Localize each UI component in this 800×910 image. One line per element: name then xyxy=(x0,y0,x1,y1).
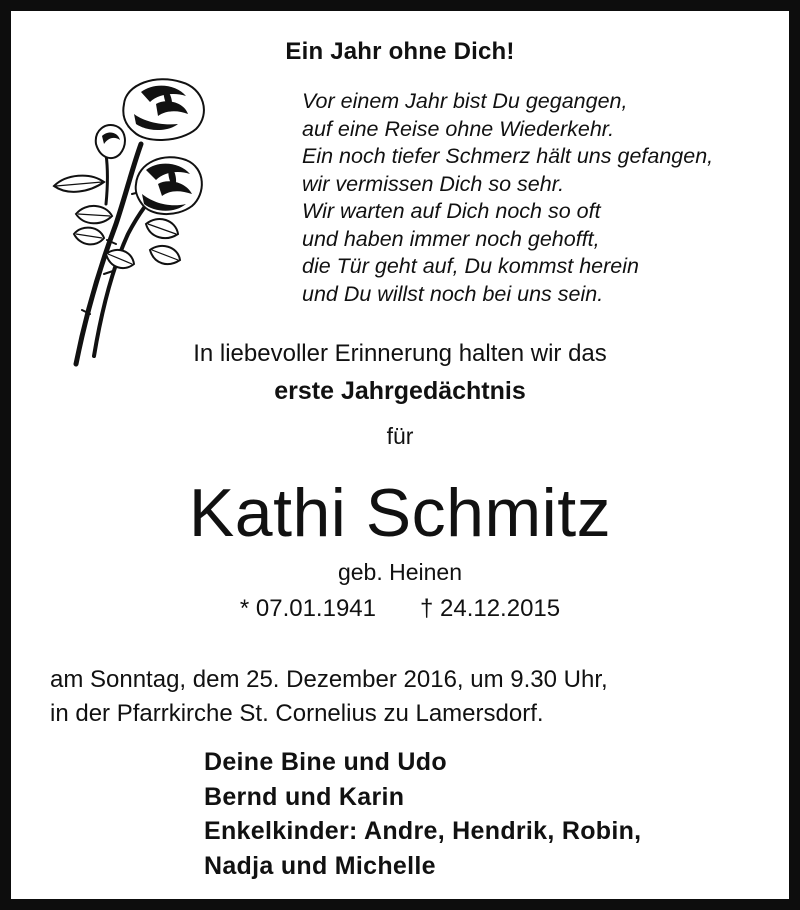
mourners-list xyxy=(204,745,764,883)
maiden-name: geb. Heinen xyxy=(337,559,463,585)
deceased-name: Kathi Schmitz xyxy=(188,475,612,551)
poem-line: und haben immer noch gehofft, xyxy=(302,226,600,251)
service-line: in der Pfarrkirche St. Cornelius zu Lamersdorf. xyxy=(50,700,544,727)
poem xyxy=(302,88,772,308)
for-word: für xyxy=(386,423,414,449)
poem-line: Ein noch tiefer Schmerz hält uns gefangen, xyxy=(302,144,714,168)
service-line: am Sonntag, dem 25. Dezember 2016, um 9.30 Uhr, xyxy=(50,666,608,693)
notice-heading: Ein Jahr ohne Dich! xyxy=(285,38,515,65)
poem-line: auf eine Reise ohne Wiederkehr. xyxy=(302,116,615,141)
poem-line: die Tür geht auf, Du kommst herein xyxy=(302,254,639,278)
birth-date: * 07.01.1941 xyxy=(239,595,376,622)
rose-illustration-icon xyxy=(46,74,216,374)
poem-line: wir vermissen Dich so sehr. xyxy=(302,171,565,196)
mourner-line: Deine Bine und Udo xyxy=(204,748,447,776)
mourner-line: Enkelkinder: Andre, Hendrik, Robin, xyxy=(204,817,642,845)
occasion-title: erste Jahrgedächtnis xyxy=(274,377,526,405)
poem-line: Wir warten auf Dich noch so oft xyxy=(302,199,601,223)
poem-line: und Du willst noch bei uns sein. xyxy=(302,281,604,306)
mourner-line: Bernd und Karin xyxy=(204,782,405,811)
mourner-line: Nadja und Michelle xyxy=(204,851,436,880)
life-dates xyxy=(0,595,800,623)
remembrance-intro: In liebevoller Erinnerung halten wir das xyxy=(193,340,607,367)
death-date: † 24.12.2015 xyxy=(419,595,561,622)
poem-line: Vor einem Jahr bist Du gegangen, xyxy=(302,89,628,113)
service-details xyxy=(50,663,750,731)
